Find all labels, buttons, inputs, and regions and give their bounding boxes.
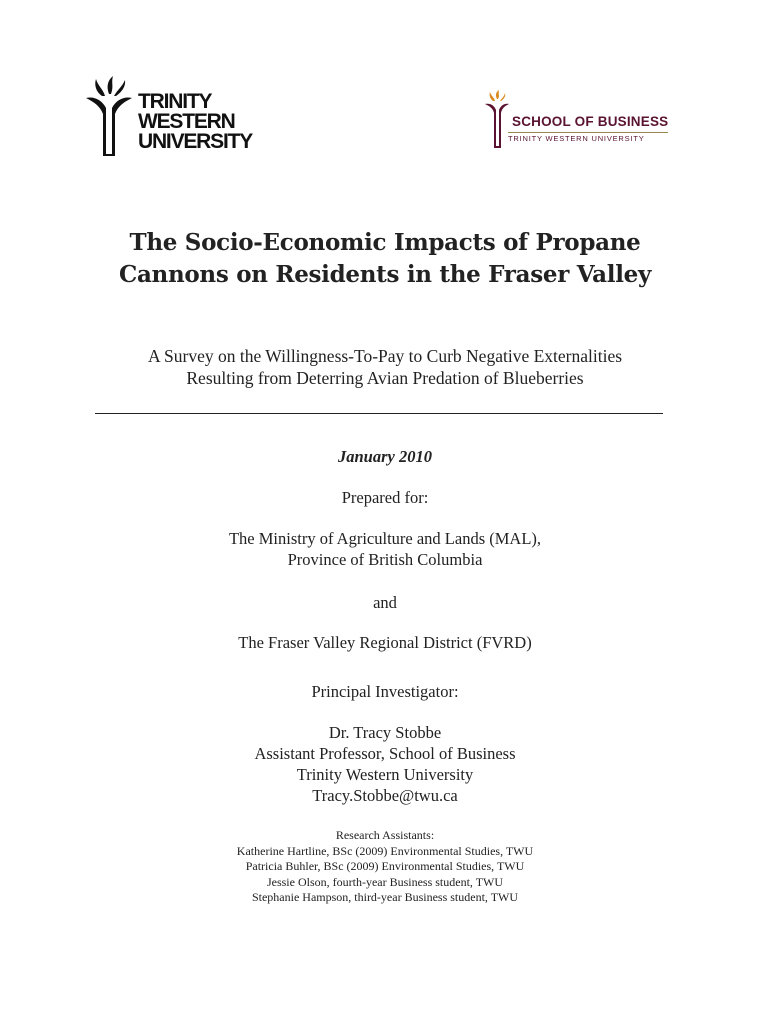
report-title bbox=[60, 227, 710, 291]
research-assistant: Patricia Buhler, BSc (2009) Environmental Studies, TWU bbox=[245, 859, 525, 873]
research-assistant: Stephanie Hampson, third-year Business student, TWU bbox=[251, 890, 519, 904]
twu-line3: UNIVERSITY bbox=[138, 130, 253, 153]
title-line-1: The Socio-Economic Impacts of Propane bbox=[129, 229, 641, 256]
twu-line2: WESTERN bbox=[138, 110, 235, 133]
prepared-for-label: Prepared for: bbox=[341, 488, 429, 507]
principal-investigator-block bbox=[60, 722, 710, 806]
research-assistant: Katherine Hartline, BSc (2009) Environmental Studies, TWU bbox=[236, 843, 534, 858]
twu-flame-icon bbox=[84, 76, 134, 156]
sob-subtitle: TRINITY WESTERN UNIVERSITY bbox=[508, 132, 668, 143]
report-subtitle bbox=[60, 345, 710, 389]
recipient-ministry bbox=[60, 528, 710, 570]
sob-name: SCHOOL OF BUSINESS bbox=[512, 114, 669, 129]
and-text: and bbox=[373, 593, 397, 612]
recipient-fvrd: The Fraser Valley Regional District (FVRD) bbox=[238, 633, 532, 652]
subtitle-line-1: A Survey on the Willingness-To-Pay to Curb Negative Externalities bbox=[147, 346, 623, 366]
pi-role: Assistant Professor, School of Business bbox=[254, 744, 516, 763]
pi-name: Dr. Tracy Stobbe bbox=[328, 723, 442, 742]
research-assistant: Jessie Olson, fourth-year Business student, TWU bbox=[266, 874, 504, 889]
pi-email: Tracy.Stobbe@twu.ca bbox=[312, 786, 458, 805]
report-date: January 2010 bbox=[338, 447, 432, 466]
school-of-business-logo bbox=[484, 90, 672, 150]
recipient-ministry-line-1: The Ministry of Agriculture and Lands (MAL), bbox=[228, 529, 542, 548]
twu-logo bbox=[84, 76, 274, 160]
horizontal-divider bbox=[95, 413, 663, 414]
twu-line1: TRINITY bbox=[138, 90, 212, 113]
research-assistants-label: Research Assistants: bbox=[335, 828, 435, 842]
subtitle-line-2: Resulting from Deterring Avian Predation of Blueberries bbox=[186, 368, 584, 388]
sob-flame-icon bbox=[484, 90, 510, 148]
research-assistants bbox=[60, 828, 710, 906]
pi-institution: Trinity Western University bbox=[296, 765, 474, 784]
principal-investigator-label: Principal Investigator: bbox=[311, 682, 459, 701]
recipient-ministry-line-2: Province of British Columbia bbox=[287, 550, 483, 569]
title-line-2: Cannons on Residents in the Fraser Valley bbox=[118, 261, 652, 288]
twu-wordmark bbox=[138, 92, 252, 152]
